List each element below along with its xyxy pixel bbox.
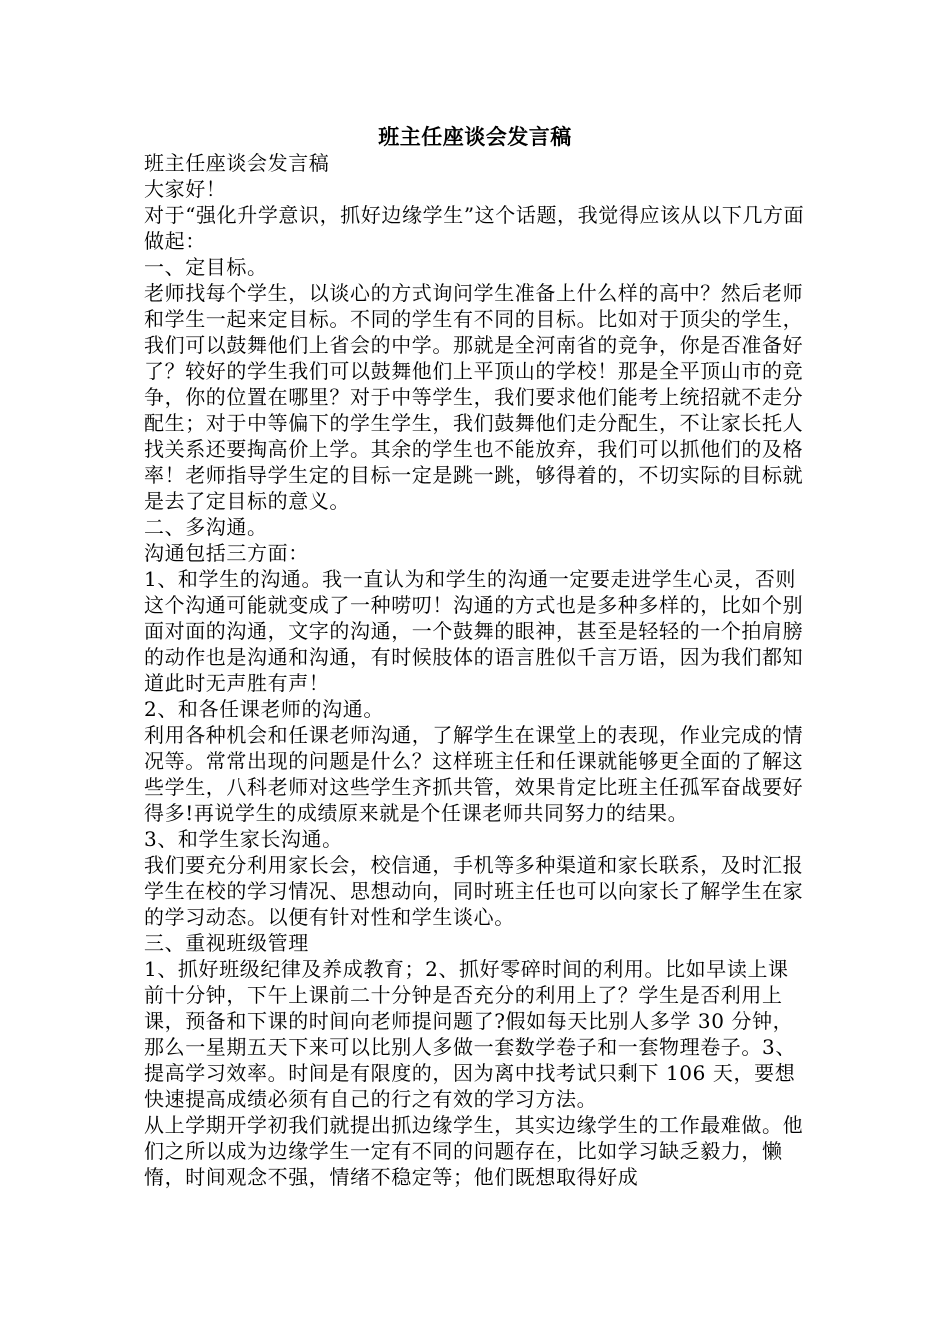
document-body — [144, 150, 806, 1190]
section-heading-class-management: 三、重视班级管理 — [144, 931, 309, 955]
document-title: 班主任座谈会发言稿 — [378, 125, 572, 149]
paragraph-student-communication: 1、和学生的沟通。我一直认为和学生的沟通一定要走进学生心灵，否则这个沟通可能就变成了一种唠叨！沟通的方式也是多种多样的，比如个别面对面的沟通，文字的沟通，一个鼓舞的眼神，甚至是轻轻的一个拍肩膀的动作也是沟通和沟通，有时候肢体的语言胜似千言万语，因为我们都知道此时无声胜有声！ — [144, 567, 804, 695]
paragraph-teacher-communication: 利用各种机会和任课老师沟通，了解学生在课堂上的表现，作业完成的情况等。常常出现的问题是什么？这样班主任和任课就能够更全面的了解这些学生，八科老师对这些学生齐抓共管，效果肯定比班主任孤军奋战要好得多!再说学生的成绩原来就是个任课老师共同努力的结果。 — [144, 723, 804, 825]
paragraph-parent-communication: 我们要充分利用家长会，校信通，手机等多种渠道和家长联系，及时汇报学生在校的学习情况、思想动向，同时班主任也可以向家长了解学生在家的学习动态。以便有针对性和学生谈心。 — [144, 853, 804, 929]
paragraph-greeting: 大家好！ — [144, 177, 227, 201]
section-heading-goals: 一、定目标。 — [144, 255, 268, 279]
paragraph-intro: 对于“强化升学意识，抓好边缘学生”这个话题，我觉得应该从以下几方面做起： — [144, 203, 805, 253]
paragraph-marginal-students: 从上学期开学初我们就提出抓边缘学生，其实边缘学生的工作最难做。他们之所以成为边缘学生一定有不同的问题存在，比如学习缺乏毅力，懒惰，时间观念不强，情绪不稳定等；他们既想取得好成 — [144, 1113, 804, 1189]
section-heading-communication: 二、多沟通。 — [144, 515, 268, 539]
subheading-teacher-communication: 2、和各任课老师的沟通。 — [144, 697, 384, 721]
paragraph-communication-intro: 沟通包括三方面： — [144, 541, 309, 565]
paragraph-goals: 老师找每个学生，以谈心的方式询问学生准备上什么样的高中？然后老师和学生一起来定目标。不同的学生有不同的目标。比如对于顶尖的学生，我们可以鼓舞他们上省会的中学。那就是全河南省的竞争，你是否准备好了？较好的学生我们可以鼓舞他们上平顶山的学校！那是全平顶山市的竞争，你的位置在哪里？对于中等学生，我们要求他们能考上统招就不走分配生；对于中等偏下的学生学生，我们鼓舞他们走分配生，不让家长托人找关系还要掏高价上学。其余的学生也不能放弃，我们可以抓他们的及格率！老师指导学生定的目标一定是跳一跳，够得着的，不切实际的目标就是去了定目标的意义。 — [144, 281, 804, 513]
paragraph-subtitle: 班主任座谈会发言稿 — [144, 151, 330, 175]
paragraph-class-management: 1、抓好班级纪律及养成教育；2、抓好零碎时间的利用。比如早读上课前十分钟，下午上课前二十分钟是否充分的利用上了？学生是否利用上课，预备和下课的时间向老师提问题了?假如每天比别人多学 30 分钟，那么一星期五天下来可以比别人多做一套数学卷子和一套物理卷子。3、提高学习效率。时间是有限度的，因为离中找考试只剩下 106 天，要想快速提高成绩必须有自己的行之有效的学习方法。 — [144, 957, 796, 1111]
subheading-parent-communication: 3、和学生家长沟通。 — [144, 827, 343, 851]
